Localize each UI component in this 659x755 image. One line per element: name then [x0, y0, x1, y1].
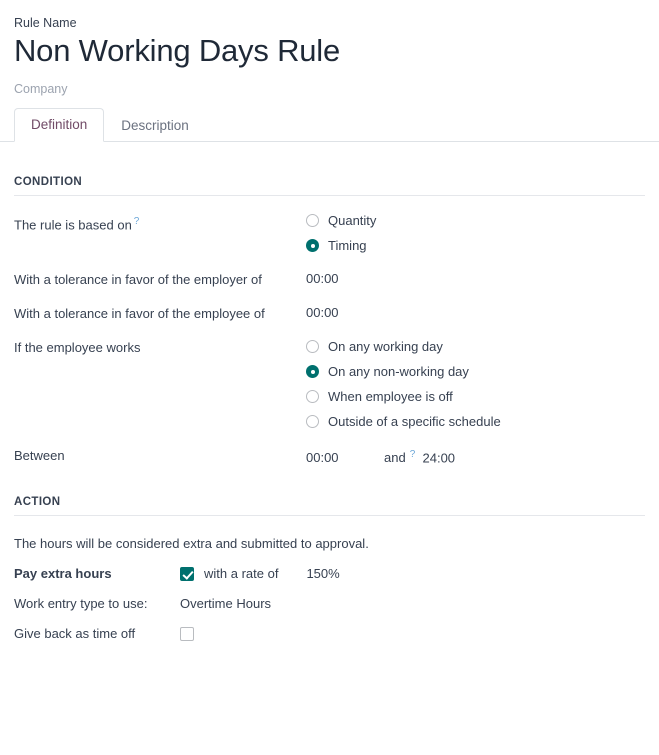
give-back-time-off-checkbox[interactable]: [180, 627, 194, 641]
radio-option-label: Outside of a specific schedule: [328, 414, 501, 429]
tolerance-employer-row: [14, 270, 645, 288]
tolerance-employee-row: [14, 304, 645, 322]
radio-option-any-non-working-day[interactable]: [306, 363, 501, 380]
employee-works-options: [306, 338, 501, 430]
section-action-title: ACTION: [14, 496, 645, 516]
radio-icon[interactable]: [306, 390, 319, 403]
pay-extra-hours-label: Pay extra hours: [14, 566, 112, 582]
help-icon[interactable]: ?: [133, 216, 140, 227]
tolerance-employer-label: With a tolerance in favor of the employer of: [14, 272, 262, 287]
pay-extra-hours-checkbox[interactable]: [180, 567, 194, 581]
tab-description[interactable]: Description: [121, 118, 189, 133]
radio-option-quantity[interactable]: [306, 212, 376, 229]
company-label[interactable]: Company: [14, 82, 68, 96]
rate-value[interactable]: 150%: [306, 566, 340, 582]
between-from-value[interactable]: 00:00: [306, 450, 339, 466]
between-label: Between: [14, 448, 65, 463]
tab-bar: [0, 106, 659, 142]
between-to-value[interactable]: 24:00: [422, 450, 456, 466]
rule-based-on-label-text: The rule is based on: [14, 217, 132, 233]
work-entry-type-row: [14, 596, 645, 611]
work-entry-type-value[interactable]: Overtime Hours: [180, 596, 272, 612]
between-values: [306, 446, 455, 466]
work-entry-type-label: Work entry type to use:: [14, 596, 148, 612]
radio-option-employee-is-off[interactable]: [306, 388, 501, 405]
radio-option-label: On any working day: [328, 339, 443, 354]
radio-icon[interactable]: [306, 340, 319, 353]
rule-name-label: Rule Name: [14, 16, 77, 30]
give-back-time-off-label: Give back as time off: [14, 626, 136, 642]
tab-definition[interactable]: Definition: [14, 108, 104, 142]
give-back-time-off-row: [14, 626, 645, 641]
radio-option-label: Quantity: [328, 213, 377, 228]
rule-name-value[interactable]: Non Working Days Rule: [14, 33, 341, 68]
radio-option-timing[interactable]: [306, 237, 376, 254]
employee-works-label: If the employee works: [14, 340, 141, 355]
rate-label: with a rate of: [204, 566, 279, 582]
rule-based-on-options: [306, 212, 376, 254]
radio-icon-selected[interactable]: [306, 365, 319, 378]
action-description: The hours will be considered extra and submitted to approval.: [14, 536, 369, 552]
section-condition-title: CONDITION: [14, 176, 645, 196]
radio-icon[interactable]: [306, 415, 319, 428]
radio-option-outside-specific-schedule[interactable]: [306, 413, 501, 430]
rule-based-on-label: [14, 212, 306, 233]
between-and-word: and: [384, 450, 406, 466]
radio-option-label: Timing: [328, 238, 367, 253]
help-icon[interactable]: ?: [409, 449, 416, 460]
tolerance-employee-value[interactable]: 00:00: [306, 305, 339, 320]
radio-icon[interactable]: [306, 214, 319, 227]
pay-extra-hours-row: [14, 566, 645, 581]
radio-option-label: When employee is off: [328, 389, 453, 404]
radio-option-any-working-day[interactable]: [306, 338, 501, 355]
between-row: [14, 446, 645, 466]
tolerance-employee-label: With a tolerance in favor of the employee of: [14, 306, 265, 321]
radio-icon-selected[interactable]: [306, 239, 319, 252]
radio-option-label: On any non-working day: [328, 364, 469, 379]
tolerance-employer-value[interactable]: 00:00: [306, 271, 339, 286]
employee-works-row: [14, 338, 645, 430]
rule-based-on-row: [14, 212, 645, 254]
